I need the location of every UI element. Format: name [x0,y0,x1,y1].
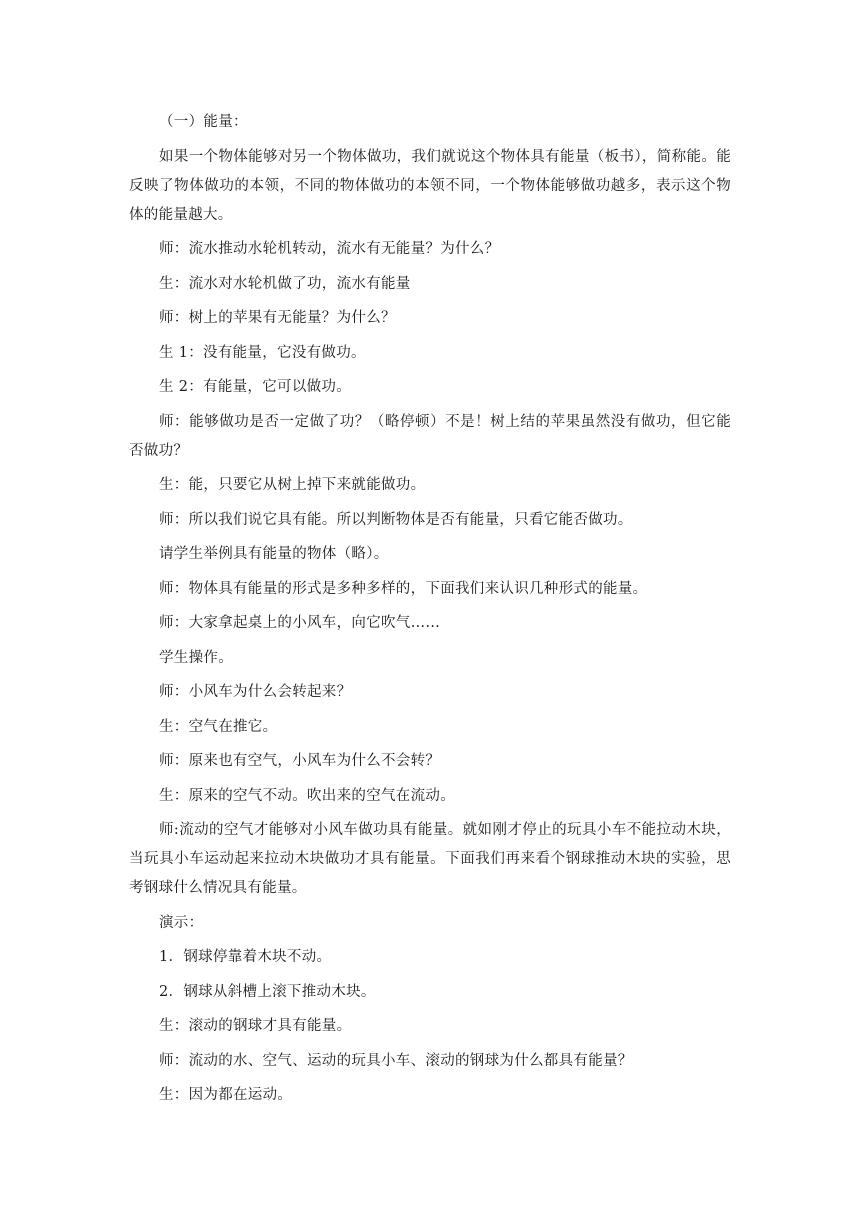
paragraph: 学生操作。 [159,649,233,666]
section-heading: （一）能量： [159,114,248,130]
paragraph: 如果一个物体能够对另一个物体做功，我们就说这个物体具有能量（板书），简称能。能反映了物体做功的本领，不同的物体做功的本领不同，一个物体能够做功越多，表示这个物体的能量越大。 [129,148,731,223]
paragraph: 师：能够做功是否一定做了功？（略停顿）不是！树上结的苹果虽然没有做功，但它能否做功？ [129,413,731,459]
paragraph: 生：原来的空气不动。吹出来的空气在流动。 [159,787,455,804]
paragraph: 师：所以我们说它具有能。所以判断物体是否有能量，只看它能否做功。 [159,511,633,528]
paragraph: 请学生举例具有能量的物体（略）。 [159,546,389,562]
paragraph: 师：流动的水、空气、运动的玩具小车、滚动的钢球为什么都具有能量？ [159,1052,633,1069]
paragraph: 师：树上的苹果有无能量？为什么？ [159,310,396,326]
paragraph: 师：物体具有能量的形式是多种多样的，下面我们来认识几种形式的能量。 [159,580,648,597]
paragraph: 演示： [159,914,204,931]
paragraph: 生：能，只要它从树上掉下来就能做功。 [159,477,426,493]
paragraph: 生：空气在推它。 [159,718,278,735]
paragraph: 生：因为都在运动。 [159,1087,293,1103]
paragraph: 生 2：有能量，它可以做功。 [159,379,352,395]
paragraph: 师:流动的空气才能够对小风车做功具有能量。就如刚才停止的玩具小车不能拉动木块，当玩具小车运动起来拉动木块做功才具有能量。下面我们再来看个钢球推动木块的实验，思考钢球什么情况具有能量。 [129,822,731,896]
paragraph: 生：滚动的钢球才具有能量。 [159,1018,352,1034]
list-item: 1．钢球停靠着木块不动。 [159,949,332,965]
paragraph: 师：原来也有空气，小风车为什么不会转？ [159,753,441,769]
paragraph: 生：流水对水轮机做了功，流水有能量 [159,275,411,292]
paragraph: 生 1：没有能量，它没有做功。 [159,344,366,361]
paragraph: 师：小风车为什么会转起来？ [159,684,352,700]
document-body [129,108,731,1116]
paragraph: 师：大家拿起桌上的小风车，向它吹气…… [159,615,441,631]
paragraph: 师：流水推动水轮机转动，流水有无能量？为什么？ [159,241,500,257]
list-item: 2．钢球从斜槽上滚下推动木块。 [159,983,376,1000]
